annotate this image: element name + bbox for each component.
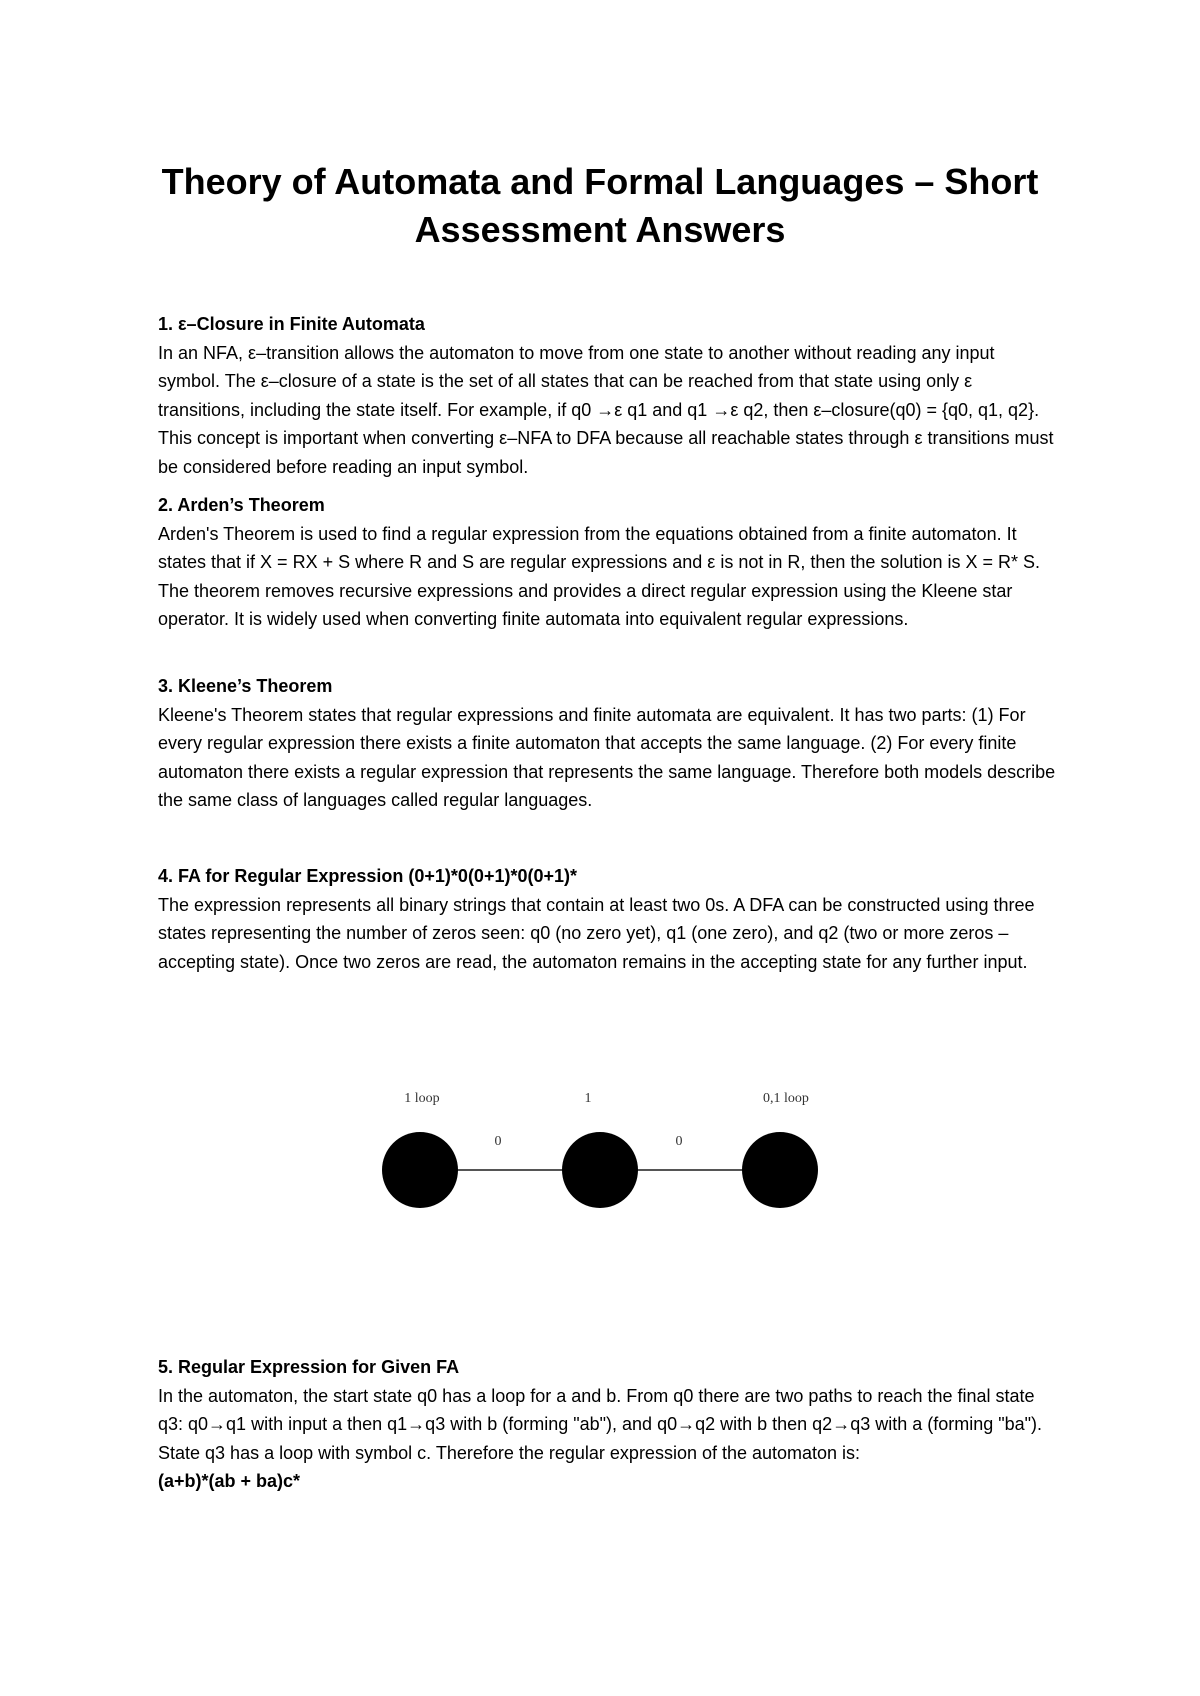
state-node-q1: [562, 1132, 638, 1208]
edge-label-q0-q1: 0: [494, 1134, 502, 1149]
section-heading: 2. Arden’s Theorem: [158, 495, 325, 515]
section-body: Kleene's Theorem states that regular expressions and finite automata are equivalent. It has two parts: (1) For every regular expression there exists a finite automaton that accepts the same language. (2) For every finite automaton there exists a regular expression that represents the same language. Therefore both models describe the same class of languages called regular languages.: [158, 704, 1056, 811]
loop-label-q1: 1: [584, 1091, 592, 1106]
section-heading: 1. ε–Closure in Finite Automata: [158, 314, 425, 334]
section-regex-for-fa: [158, 1353, 1058, 1496]
section-ardens-theorem: [158, 491, 1058, 634]
section-heading: 4. FA for Regular Expression (0+1)*0(0+1)*0(0+1)*: [158, 866, 578, 886]
section-heading: 5. Regular Expression for Given FA: [158, 1357, 460, 1377]
section-body: The expression represents all binary strings that contain at least two 0s. A DFA can be constructed using three states representing the number of zeros seen: q0 (no zero yet), q1 (one zero), and q2 (two or more zeros – accepting state). Once two zeros are read, the automaton remains in the accepting state for any further input.: [158, 894, 1035, 972]
edge-label-q1-q2: 0: [675, 1134, 683, 1149]
loop-label-q2: 0,1 loop: [763, 1091, 809, 1106]
document-title: Theory of Automata and Formal Languages – Short Assessment Answers: [161, 161, 1039, 250]
dfa-diagram-svg: [370, 1082, 830, 1222]
section-body: In an NFA, ε–transition allows the automaton to move from one state to another without reading any input symbol. The ε–closure of a state is the set of all states that can be reached from that state using only ε transitions, including the state itself. For example, if q0 →ε q1 and q1 →ε q2, then ε–closure(q0) = {q0, q1, q2}. This concept is important when converting ε–NFA to DFA because all reachable states through ε transitions must be considered before reading an input symbol.: [158, 342, 1054, 477]
section-kleenes-theorem: [158, 672, 1058, 815]
section-body: In the automaton, the start state q0 has a loop for a and b. From q0 there are two paths to reach the final state q3: q0→q1 with input a then q1→q3 with b (forming "ab"), and q0→q2 with b then q2→q3 with a (forming "ba"). State q3 has a loop with symbol c. Therefore the regular expression of the automaton is:: [158, 1385, 1043, 1463]
section-epsilon-closure: [158, 310, 1058, 482]
loop-label-q0: 1 loop: [404, 1091, 440, 1106]
regex-formula: (a+b)*(ab + ba)c*: [158, 1471, 301, 1492]
dfa-diagram: [370, 1082, 830, 1222]
section-body: Arden's Theorem is used to find a regular expression from the equations obtained from a finite automaton. It states that if X = RX + S where R and S are regular expressions and ε is not in R, then the solution is X = R* S. The theorem removes recursive expressions and provides a direct regular expression using the Kleene star operator. It is widely used when converting finite automata into equivalent regular expressions.: [158, 523, 1040, 630]
state-node-q0: [382, 1132, 458, 1208]
section-heading: 3. Kleene’s Theorem: [158, 676, 333, 696]
section-fa-for-regex: [158, 862, 1058, 976]
state-node-q2: [742, 1132, 818, 1208]
